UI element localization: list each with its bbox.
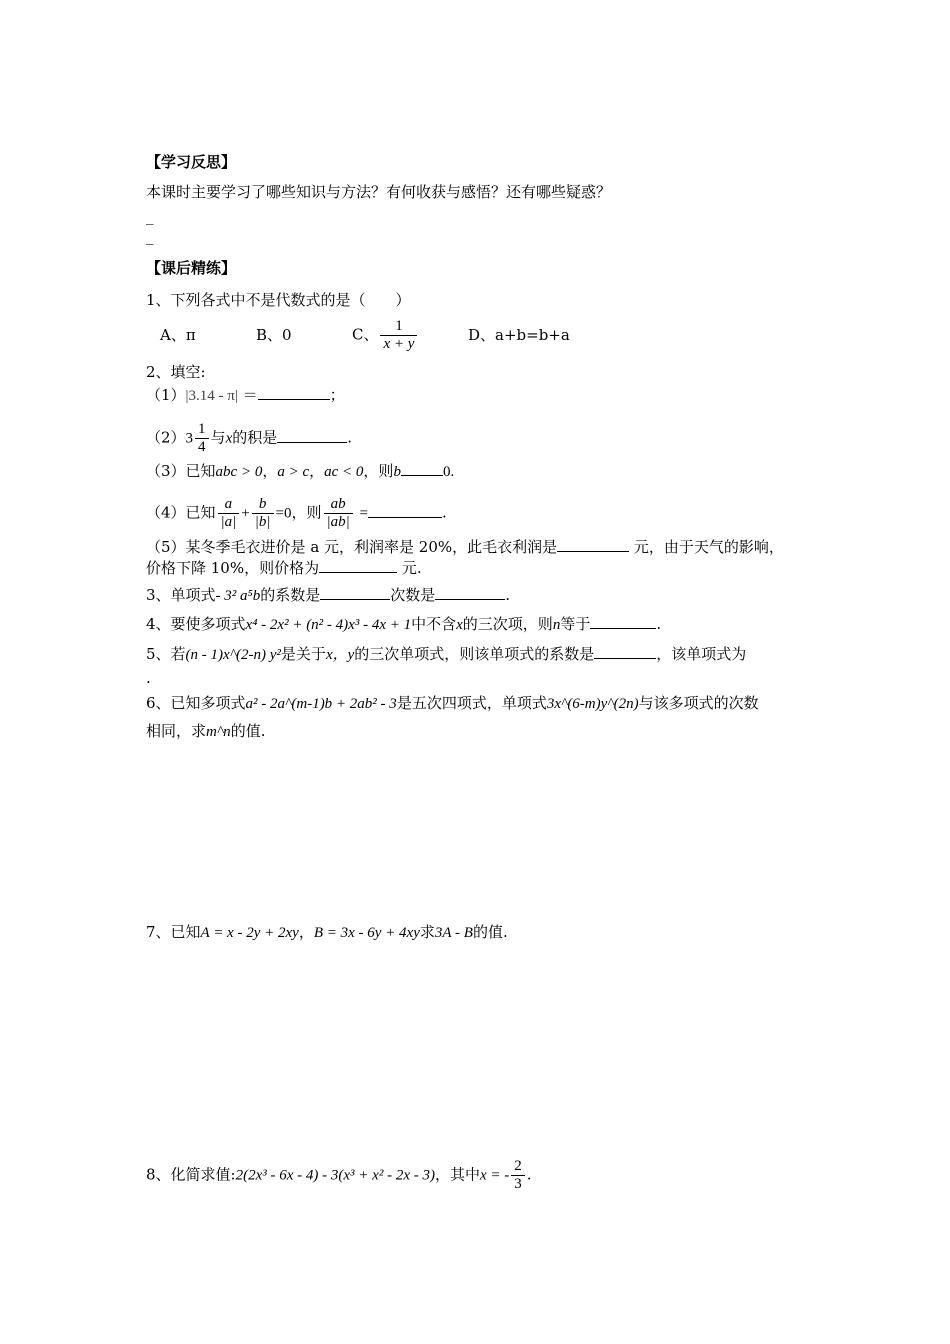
power-expression: m^n (206, 724, 231, 740)
question-5-end: . (146, 669, 151, 687)
question-text: 的值. (472, 923, 508, 941)
reflection-heading: 【学习反思】 (146, 153, 237, 171)
monomial-expression: (n - 1)x^(2-n) y² (185, 647, 281, 663)
separator: ， (309, 462, 325, 480)
question-2-part-2 (146, 421, 352, 456)
question-2-part-1 (146, 384, 345, 406)
option-d: D、a+b=b+a (468, 325, 570, 344)
part-label: （1） (146, 386, 186, 404)
fraction-denominator: 4 (195, 438, 209, 456)
question-3 (146, 584, 510, 606)
x-value-fraction (511, 1158, 525, 1193)
mixed-number-whole: 3 (185, 430, 194, 447)
answer-blank[interactable] (401, 460, 443, 476)
question-2-part-5-line-2 (146, 557, 422, 578)
question-4 (146, 613, 661, 635)
fraction-ab-over-abs-ab (324, 496, 353, 531)
fraction-numerator: ab (330, 496, 346, 512)
condition-3: ac < 0 (324, 464, 364, 480)
expression-a: A = x - 2y + 2xy (200, 925, 299, 941)
option-c-fraction (380, 318, 417, 353)
polynomial-expression: a² - 2a^(m-1)b + 2ab² - 3 (245, 696, 397, 712)
question-text: 7、已知 (146, 923, 201, 941)
variable-n: n (552, 617, 561, 633)
question-7 (146, 922, 508, 943)
part-label: （2） (146, 428, 186, 447)
reflection-prompt: 本课时主要学习了哪些知识与方法？有何收获与感悟？还有哪些疑惑？ (146, 183, 612, 201)
fraction-numerator: b (258, 496, 267, 512)
fraction-a-over-abs-a (218, 496, 240, 531)
question-text: 与该多项式的次数 (638, 694, 759, 712)
answer-blank-degree[interactable] (435, 584, 505, 600)
question-text: 的值. (230, 722, 266, 740)
question-end: . (526, 1165, 532, 1184)
separator: ， (298, 923, 314, 941)
expression-b: B = 3x - 6y + 4xy (313, 925, 420, 941)
question-end: . (505, 586, 511, 604)
fraction-numerator: 1 (395, 318, 403, 334)
monomial-expression: 3x^(6-m)y^(2n) (546, 696, 639, 712)
part-end: . (442, 503, 447, 522)
part-text: 元，由于天气的影响， (633, 538, 784, 556)
then-text: ，则 (291, 503, 322, 522)
separator: ， (262, 462, 278, 480)
question-text: 相同，求 (146, 722, 207, 740)
question-text: 5、若 (146, 645, 186, 663)
question-text: 次数是 (390, 586, 436, 604)
question-text: 的三次单项式，则该单项式的系数是 (354, 645, 595, 663)
question-text: 中不含 (411, 615, 457, 633)
equals-sign: ＝ (242, 386, 258, 404)
question-2-part-3 (146, 460, 454, 482)
fraction-numerator: 2 (514, 1158, 522, 1174)
question-6-line-1 (146, 693, 759, 714)
variable-x: x (456, 617, 463, 633)
fraction-denominator: |ab| (324, 513, 353, 531)
simplify-expression: 2(2x³ - 6x - 4) - 3(x³ + x² - 2x - 3) (235, 1167, 435, 1184)
answer-blank-price[interactable] (319, 557, 397, 573)
question-text: ，其中 (434, 1165, 480, 1184)
question-text: 3、单项式 (146, 586, 216, 604)
part-text: 的积是 (232, 428, 278, 447)
target-expression: 3A - B (434, 925, 473, 941)
question-1-stem: 1、下列各式中不是代数式的是（ ） (146, 291, 411, 309)
question-8 (146, 1158, 532, 1193)
question-text: 是五次四项式，单项式 (396, 694, 547, 712)
variables-x-y: x，y (325, 647, 355, 663)
part-label: （4）已知 (146, 503, 216, 522)
mixed-number-fraction (195, 421, 209, 456)
fraction-numerator: a (224, 496, 233, 512)
question-5 (146, 643, 746, 665)
plus-sign: + (241, 505, 250, 522)
variable-b: b (393, 464, 401, 480)
monomial-expression: - 3² a⁵b (215, 588, 261, 604)
question-text: 6、已知多项式 (146, 694, 246, 712)
question-2-part-4 (146, 496, 447, 531)
option-c-label: C、 (352, 325, 379, 344)
answer-blank[interactable] (590, 613, 656, 629)
part-end: 0. (442, 464, 455, 480)
equals-zero: =0 (275, 505, 292, 522)
fraction-denominator: |b| (252, 513, 274, 531)
part-label: （3）已知 (146, 462, 216, 480)
fraction-denominator: x + y (380, 335, 417, 353)
equals-sign: = (359, 505, 368, 522)
question-text: 的三次项，则 (462, 615, 553, 633)
fraction-denominator: |a| (218, 513, 240, 531)
abs-expression: |3.14 - π| (185, 388, 238, 404)
x-value-prefix: x = - (479, 1167, 510, 1184)
question-text: 等于 (560, 615, 591, 633)
question-text: 是关于 (280, 645, 326, 663)
question-2-part-5-line-1 (146, 536, 784, 557)
condition-2: a > c (277, 464, 310, 480)
question-text: 的系数是 (260, 586, 321, 604)
question-1-options (160, 318, 570, 353)
practice-heading: 【课后精练】 (146, 259, 237, 277)
option-c (352, 318, 468, 353)
question-text: 4、要使多项式 (146, 615, 246, 633)
answer-blank-profit[interactable] (557, 536, 629, 552)
part-text: 价格下降 10%，则价格为 (146, 559, 320, 577)
question-text: ，该单项式为 (656, 645, 747, 663)
fraction-denominator: 3 (511, 1175, 525, 1193)
answer-blank-coefficient[interactable] (320, 584, 390, 600)
reflection-answer-line-1: _ (146, 207, 154, 225)
question-6-line-2 (146, 721, 265, 742)
separator: ，则 (363, 462, 394, 480)
condition-1: abc > 0 (215, 464, 263, 480)
part-end: . (347, 428, 353, 447)
variable-x: x (225, 430, 233, 447)
question-text: 求 (419, 923, 435, 941)
question-2-stem: 2、填空: (146, 363, 206, 381)
reflection-answer-line-2: _ (146, 227, 154, 245)
answer-blank[interactable] (368, 502, 442, 518)
part-end: ； (329, 386, 345, 404)
connector-text: 与 (210, 428, 226, 447)
question-text: 8、化简求值: (146, 1165, 236, 1184)
polynomial-expression: x⁴ - 2x² + (n² - 4)x³ - 4x + 1 (245, 617, 412, 633)
part-text: （5）某冬季毛衣进价是 a 元，利润率是 20%，此毛衣利润是 (146, 538, 558, 556)
fraction-b-over-abs-b (252, 496, 274, 531)
answer-blank[interactable] (277, 427, 347, 443)
answer-blank[interactable] (258, 384, 330, 400)
option-a: A、π (160, 325, 196, 344)
question-end: . (656, 615, 662, 633)
option-b: B、0 (256, 325, 292, 344)
answer-blank-coefficient[interactable] (594, 643, 656, 659)
fraction-numerator: 1 (198, 421, 206, 437)
part-end: 元. (401, 559, 422, 577)
